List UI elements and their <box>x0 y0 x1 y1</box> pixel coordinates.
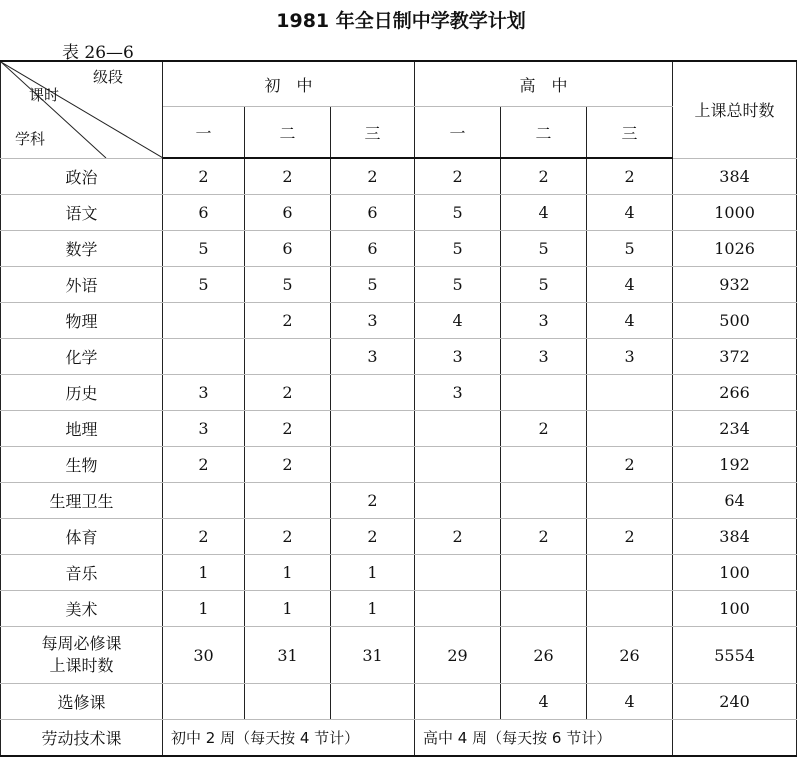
table-row <box>1 303 797 339</box>
subject-cell: 政治 <box>1 158 163 195</box>
total-cell: 500 <box>673 303 797 339</box>
hours-cell: 2 <box>331 519 415 555</box>
weekly-hours-cell: 26 <box>587 627 673 684</box>
hours-cell: 2 <box>245 447 331 483</box>
elective-hours-cell <box>245 684 331 720</box>
hours-cell: 1 <box>245 591 331 627</box>
hours-cell <box>501 483 587 519</box>
weekly-hours-cell: 29 <box>415 627 501 684</box>
hours-cell: 5 <box>163 267 245 303</box>
grade-header: 三 <box>587 107 673 159</box>
weekly-hours-cell: 30 <box>163 627 245 684</box>
elective-total-cell: 240 <box>673 684 797 720</box>
hours-cell <box>415 483 501 519</box>
hours-cell: 5 <box>415 267 501 303</box>
subject-cell: 音乐 <box>1 555 163 591</box>
hours-cell: 5 <box>501 267 587 303</box>
hours-cell: 2 <box>331 158 415 195</box>
hours-cell: 2 <box>501 411 587 447</box>
hours-cell: 2 <box>415 519 501 555</box>
hours-cell: 2 <box>331 483 415 519</box>
total-cell: 100 <box>673 555 797 591</box>
hours-cell: 4 <box>587 267 673 303</box>
table-row <box>1 591 797 627</box>
subject-cell: 语文 <box>1 195 163 231</box>
subject-cell: 历史 <box>1 375 163 411</box>
elective-row <box>1 684 797 720</box>
hours-cell: 2 <box>587 447 673 483</box>
hours-cell: 2 <box>245 519 331 555</box>
hours-cell: 1 <box>331 555 415 591</box>
weekly-subject-line2: 上课时数 <box>49 656 114 675</box>
subject-cell: 物理 <box>1 303 163 339</box>
hours-cell <box>587 483 673 519</box>
elective-subject-cell: 选修课 <box>1 684 163 720</box>
weekly-hours-row <box>1 627 797 684</box>
table-row <box>1 519 797 555</box>
hours-cell <box>415 591 501 627</box>
elective-hours-cell <box>331 684 415 720</box>
weekly-hours-cell: 26 <box>501 627 587 684</box>
total-cell: 266 <box>673 375 797 411</box>
hours-cell: 2 <box>163 158 245 195</box>
labor-total-cell <box>673 720 797 757</box>
hours-cell: 2 <box>587 158 673 195</box>
table-row <box>1 158 797 195</box>
weekly-total-cell: 5554 <box>673 627 797 684</box>
weekly-subject-line1: 每周必修课 <box>41 634 122 653</box>
hours-cell: 3 <box>501 303 587 339</box>
hours-cell: 1 <box>245 555 331 591</box>
hours-cell <box>163 483 245 519</box>
header-row-levels <box>1 61 797 107</box>
hours-cell <box>163 339 245 375</box>
hours-cell: 3 <box>163 411 245 447</box>
hours-cell: 4 <box>587 195 673 231</box>
total-cell: 1026 <box>673 231 797 267</box>
hours-cell: 3 <box>501 339 587 375</box>
table-row <box>1 339 797 375</box>
grade-header: 二 <box>501 107 587 159</box>
hours-cell: 3 <box>415 339 501 375</box>
hours-cell: 1 <box>331 591 415 627</box>
hours-cell: 2 <box>245 303 331 339</box>
corner-cell <box>1 61 163 158</box>
hours-cell: 6 <box>245 195 331 231</box>
total-cell: 1000 <box>673 195 797 231</box>
subject-cell: 地理 <box>1 411 163 447</box>
grade-header: 三 <box>331 107 415 159</box>
hours-cell: 5 <box>245 267 331 303</box>
hours-cell <box>501 555 587 591</box>
teaching-plan-table <box>0 60 797 757</box>
hours-cell <box>587 555 673 591</box>
labor-subject-cell: 劳动技术课 <box>1 720 163 757</box>
hours-cell: 2 <box>501 158 587 195</box>
hours-cell: 5 <box>415 195 501 231</box>
elective-hours-cell <box>415 684 501 720</box>
corner-grade-label: 级段 <box>93 68 124 86</box>
total-cell: 192 <box>673 447 797 483</box>
hours-cell: 6 <box>331 195 415 231</box>
hours-cell <box>245 339 331 375</box>
elective-hours-cell: 4 <box>587 684 673 720</box>
hours-cell: 1 <box>163 591 245 627</box>
hours-cell <box>501 591 587 627</box>
hours-cell <box>415 411 501 447</box>
hours-cell: 4 <box>587 303 673 339</box>
total-cell: 234 <box>673 411 797 447</box>
hours-cell <box>501 375 587 411</box>
grade-header: 二 <box>245 107 331 159</box>
labor-row <box>1 720 797 757</box>
hours-cell: 5 <box>331 267 415 303</box>
elective-hours-cell: 4 <box>501 684 587 720</box>
hours-cell: 5 <box>587 231 673 267</box>
total-cell: 932 <box>673 267 797 303</box>
weekly-hours-cell: 31 <box>245 627 331 684</box>
subject-cell: 体育 <box>1 519 163 555</box>
hours-cell <box>163 303 245 339</box>
hours-cell <box>587 411 673 447</box>
hours-cell: 5 <box>163 231 245 267</box>
total-cell: 384 <box>673 519 797 555</box>
hours-cell: 2 <box>245 375 331 411</box>
total-cell: 384 <box>673 158 797 195</box>
table-label: 表 26—6 <box>62 43 134 63</box>
hours-cell <box>415 447 501 483</box>
senior-high-header: 高 中 <box>415 61 673 107</box>
subject-cell: 外语 <box>1 267 163 303</box>
page-title: 1981 年全日制中学教学计划 <box>276 10 526 32</box>
hours-cell <box>415 555 501 591</box>
grade-header: 一 <box>163 107 245 159</box>
hours-cell: 2 <box>587 519 673 555</box>
total-cell: 64 <box>673 483 797 519</box>
table-row <box>1 267 797 303</box>
total-cell: 100 <box>673 591 797 627</box>
junior-high-header: 初 中 <box>163 61 415 107</box>
hours-cell: 2 <box>415 158 501 195</box>
hours-cell: 2 <box>163 447 245 483</box>
hours-cell: 3 <box>331 339 415 375</box>
total-cell: 372 <box>673 339 797 375</box>
hours-cell: 6 <box>163 195 245 231</box>
table-row <box>1 555 797 591</box>
hours-cell: 2 <box>163 519 245 555</box>
table-row <box>1 231 797 267</box>
hours-cell: 6 <box>245 231 331 267</box>
table-row <box>1 447 797 483</box>
corner-subject-label: 学科 <box>15 130 46 148</box>
hours-cell: 5 <box>501 231 587 267</box>
table-row <box>1 411 797 447</box>
weekly-subject-cell <box>1 627 163 684</box>
hours-cell <box>245 483 331 519</box>
subject-cell: 生物 <box>1 447 163 483</box>
hours-cell <box>587 375 673 411</box>
subject-cell: 生理卫生 <box>1 483 163 519</box>
elective-hours-cell <box>163 684 245 720</box>
subject-cell: 美术 <box>1 591 163 627</box>
corner-hours-label: 课时 <box>29 86 60 104</box>
table-row <box>1 483 797 519</box>
grade-header: 一 <box>415 107 501 159</box>
hours-cell: 3 <box>587 339 673 375</box>
hours-cell <box>331 447 415 483</box>
labor-senior-cell: 高中 4 周（每天按 6 节计） <box>415 720 673 757</box>
total-hours-header: 上课总时数 <box>673 61 797 158</box>
hours-cell <box>331 411 415 447</box>
subject-cell: 数学 <box>1 231 163 267</box>
hours-cell: 3 <box>163 375 245 411</box>
hours-cell: 3 <box>331 303 415 339</box>
hours-cell <box>587 591 673 627</box>
hours-cell: 4 <box>501 195 587 231</box>
hours-cell: 2 <box>245 411 331 447</box>
hours-cell <box>501 447 587 483</box>
hours-cell: 5 <box>415 231 501 267</box>
hours-cell: 6 <box>331 231 415 267</box>
table-row <box>1 195 797 231</box>
subject-cell: 化学 <box>1 339 163 375</box>
hours-cell: 2 <box>501 519 587 555</box>
hours-cell: 1 <box>163 555 245 591</box>
hours-cell: 3 <box>415 375 501 411</box>
weekly-hours-cell: 31 <box>331 627 415 684</box>
hours-cell: 4 <box>415 303 501 339</box>
hours-cell <box>331 375 415 411</box>
table-row <box>1 375 797 411</box>
labor-junior-cell: 初中 2 周（每天按 4 节计） <box>163 720 415 757</box>
hours-cell: 2 <box>245 158 331 195</box>
